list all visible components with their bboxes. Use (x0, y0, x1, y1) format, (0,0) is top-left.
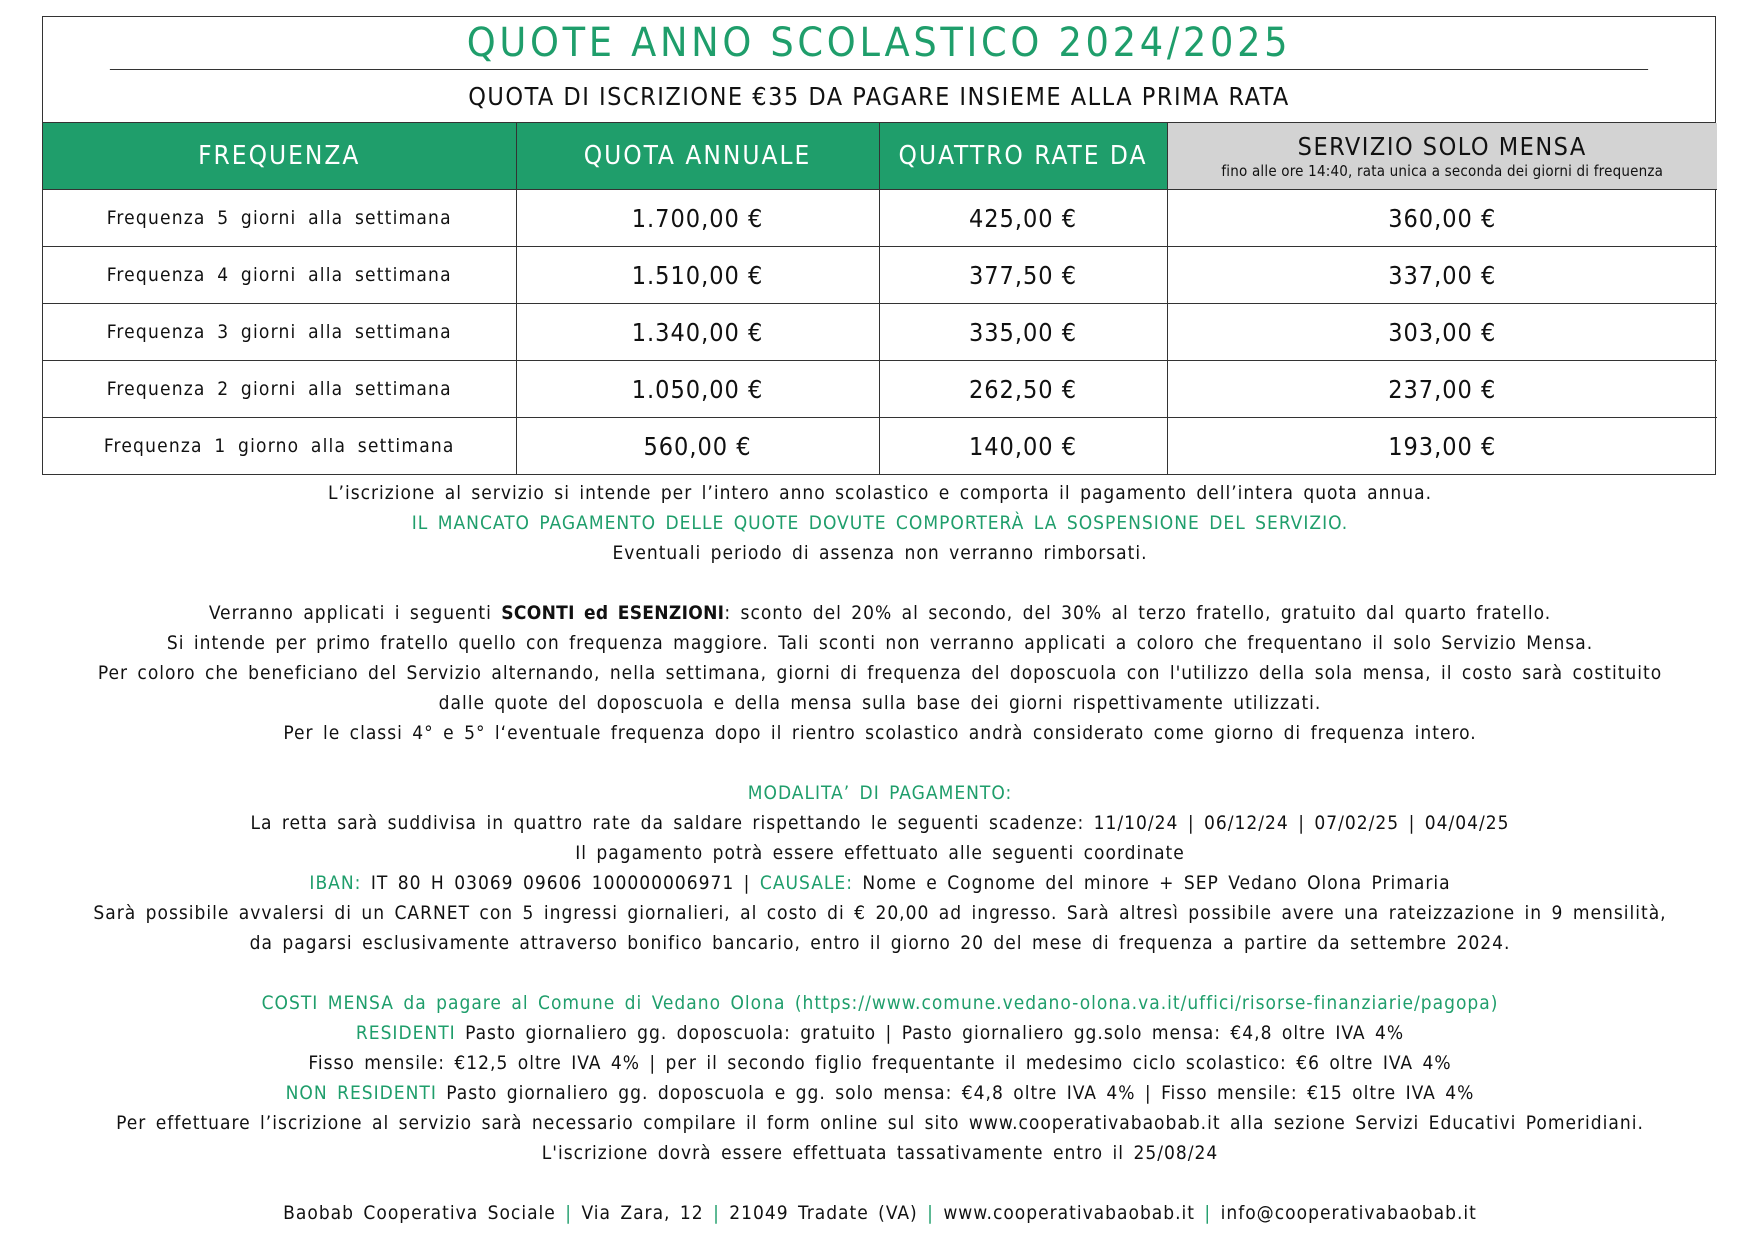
note-alternando-2: dalle quote del doposcuola e della mensa sulla base dei giorni rispettivamente utilizzati. (438, 692, 1322, 714)
payment-coordinate: Il pagamento potrà essere effettuato alle seguenti coordinate (575, 842, 1185, 864)
cell-quattro-rate: 377,50 € (879, 247, 1167, 304)
mensa-fisso: Fisso mensile: €12,5 oltre IVA 4% | per il secondo figlio frequentante il medesimo ciclo scolastico: €6 oltre IVA 4% (308, 1052, 1452, 1074)
non-residenti-label: NON RESIDENTI (285, 1082, 437, 1104)
note-primo-fratello: Si intende per primo fratello quello con frequenza maggiore. Tali sconti non verranno applicati a coloro che frequentano il solo Servizio Mensa. (166, 632, 1594, 654)
sconti-pre: Verranno applicati i seguenti (208, 602, 502, 624)
cell-quota-annuale: 560,00 € (516, 418, 879, 475)
notes-section (40, 478, 1720, 1228)
table-row (43, 418, 1717, 475)
table-row (43, 361, 1717, 418)
cell-quattro-rate: 335,00 € (879, 304, 1167, 361)
note-iscrizione: L’iscrizione al servizio si intende per l’intero anno scolastico e comporta il pagamento dell’intera quota annua. (328, 482, 1432, 504)
cell-quota-annuale: 1.340,00 € (516, 304, 879, 361)
header-servizio-mensa (1167, 123, 1717, 190)
mensa-residenti-line (40, 1018, 1720, 1048)
cell-quota-annuale: 1.700,00 € (516, 190, 879, 247)
cell-frequenza: Frequenza 4 giorni alla settimana (43, 247, 516, 304)
header-quattro-rate: QUATTRO RATE DA (879, 123, 1167, 190)
footer-sep: | (555, 1202, 582, 1224)
page-title: QUOTE ANNO SCOLASTICO 2024/2025 (110, 17, 1648, 70)
footer (40, 1198, 1720, 1228)
mensa-deadline: L'iscrizione dovrà essere effettuata tassativamente entro il 25/08/24 (541, 1142, 1219, 1164)
iban-label: IBAN: (309, 872, 362, 894)
note-classi: Per le classi 4° e 5° l‘eventuale frequenza dopo il rientro scolastico andrà considerato come giorno di frequenza intero. (283, 722, 1477, 744)
residenti-text: Pasto giornaliero gg. doposcuola: gratuito | Pasto giornaliero gg.solo mensa: €4,8 oltre IVA 4% (455, 1022, 1405, 1044)
sconti-post: : sconto del 20% al secondo, del 30% al terzo fratello, gratuito dal quarto fratello. (724, 602, 1552, 624)
mensa-non-residenti-line (40, 1078, 1720, 1108)
payment-carnet-1: Sarà possibile avvalersi di un CARNET con 5 ingressi giornalieri, al costo di € 20,00 ad ingresso. Sarà altresì possibile avere una rateizzazione in 9 mensilità, (93, 902, 1667, 924)
cell-mensa: 337,00 € (1167, 247, 1717, 304)
table-row (43, 304, 1717, 361)
footer-sep: | (703, 1202, 730, 1224)
cell-frequenza: Frequenza 5 giorni alla settimana (43, 190, 516, 247)
sconti-bold: SCONTI ed ESENZIONI (501, 602, 725, 624)
footer-address: Via Zara, 12 (581, 1202, 704, 1224)
cell-mensa: 303,00 € (1167, 304, 1717, 361)
footer-name: Baobab Cooperativa Sociale (283, 1202, 556, 1224)
cell-frequenza: Frequenza 2 giorni alla settimana (43, 361, 516, 418)
header-mensa-title: SERVIZIO SOLO MENSA (1297, 131, 1587, 161)
cell-quattro-rate: 262,50 € (879, 361, 1167, 418)
header-frequenza: FREQUENZA (43, 123, 516, 190)
cell-quattro-rate: 425,00 € (879, 190, 1167, 247)
note-alternando-1: Per coloro che beneficiano del Servizio alternando, nella settimana, giorni di frequenza del doposcuola con l'utilizzo della sola mensa, il costo sarà costituito (97, 662, 1663, 684)
header-quota-annuale: QUOTA ANNUALE (516, 123, 879, 190)
cell-mensa: 237,00 € (1167, 361, 1717, 418)
causale-value: Nome e Cognome del minore + SEP Vedano Olona Primaria (853, 872, 1451, 894)
fees-table (43, 123, 1717, 474)
cell-quota-annuale: 1.050,00 € (516, 361, 879, 418)
note-sconti (40, 598, 1720, 628)
iban-value: IT 80 H 03069 09606 100000006971 | (361, 872, 760, 894)
header-mensa-note: fino alle ore 14:40, rata unica a seconda dei giorni di frequenza (1221, 162, 1664, 180)
non-residenti-text: Pasto giornaliero gg. doposcuola e gg. solo mensa: €4,8 oltre IVA 4% | Fisso mensile: €15 oltre IVA 4% (436, 1082, 1475, 1104)
footer-city: 21049 Tradate (VA) (729, 1202, 918, 1224)
cell-quota-annuale: 1.510,00 € (516, 247, 879, 304)
mensa-form: Per effettuare l’iscrizione al servizio sarà necessario compilare il form online sul sito www.cooperativabaobab.it alla sezione Servizi Educativi Pomeridiani. (116, 1112, 1644, 1134)
payment-heading: MODALITA’ DI PAGAMENTO: (747, 782, 1013, 804)
note-assenza: Eventuali periodo di assenza non verranno rimborsati. (612, 542, 1148, 564)
payment-scadenze: La retta sarà suddivisa in quattro rate da saldare rispettando le seguenti scadenze: 11/10/24 | 06/12/24 | 07/02/25 | 04/04/25 (250, 812, 1510, 834)
enrollment-fee-subtitle: QUOTA DI ISCRIZIONE €35 DA PAGARE INSIEME ALLA PRIMA RATA (43, 70, 1715, 123)
footer-website: www.cooperativabaobab.it (943, 1202, 1195, 1224)
payment-carnet-2: da pagarsi esclusivamente attraverso bonifico bancario, entro il giorno 20 del mese di frequenza a partire da settembre 2024. (249, 932, 1511, 954)
footer-sep: | (917, 1202, 944, 1224)
note-mancato-pagamento: IL MANCATO PAGAMENTO DELLE QUOTE DOVUTE COMPORTERÀ LA SOSPENSIONE DEL SERVIZIO. (411, 512, 1349, 534)
price-table-box (42, 16, 1716, 475)
residenti-label: RESIDENTI (355, 1022, 456, 1044)
cell-frequenza: Frequenza 3 giorni alla settimana (43, 304, 516, 361)
footer-sep: | (1195, 1202, 1221, 1224)
table-row (43, 247, 1717, 304)
causale-label: CAUSALE: (759, 872, 853, 894)
cell-mensa: 193,00 € (1388, 431, 1497, 461)
cell-mensa: 360,00 € (1167, 190, 1717, 247)
cell-frequenza: Frequenza 1 giorno alla settimana (43, 418, 516, 475)
table-header-row (43, 123, 1717, 190)
cell-quattro-rate: 140,00 € (879, 418, 1167, 475)
table-row (43, 190, 1717, 247)
payment-iban-line (40, 868, 1720, 898)
mensa-heading: COSTI MENSA da pagare al Comune di Vedano Olona (https://www.comune.vedano-olona.va.it/uffici/risorse-finanziarie/pagopa) (261, 992, 1499, 1014)
footer-email: info@cooperativabaobab.it (1220, 1202, 1477, 1224)
